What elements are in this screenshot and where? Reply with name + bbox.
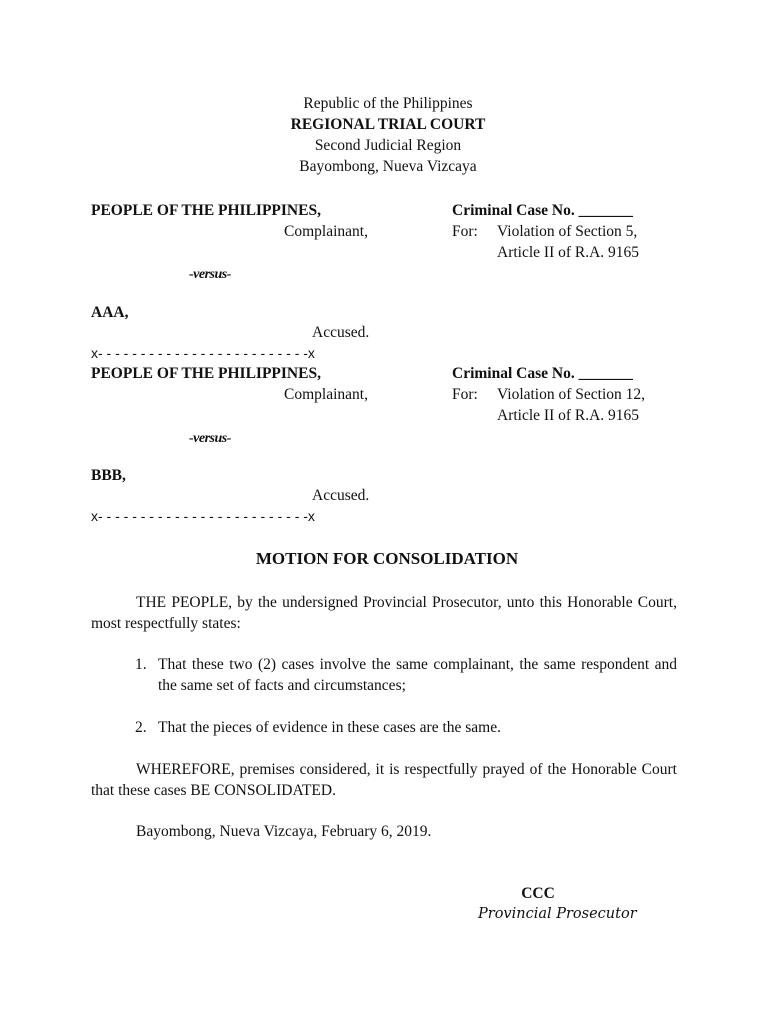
case2-versus: -versus-	[189, 431, 231, 446]
case1-charge-line1: Violation of Section 5,	[497, 223, 638, 240]
header-region: Second Judicial Region	[314, 137, 462, 154]
case1-for-label: For:	[452, 223, 478, 240]
motion-title: MOTION FOR CONSOLIDATION	[255, 549, 519, 568]
list-item	[135, 717, 677, 738]
case2-plaintiff: PEOPLE OF THE PHILIPPINES,	[91, 365, 321, 382]
signatory-title: Provincial Prosecutor	[478, 906, 637, 922]
case1-plaintiff-role: Complainant,	[284, 223, 368, 240]
prayer-paragraph: WHEREFORE, premises considered, it is respectfully prayed of the Honorable Court that these cases BE CONSOLIDATED.	[91, 761, 677, 799]
case1-accused-role: Accused.	[312, 324, 370, 341]
list-item-number: 1.	[135, 656, 147, 673]
case2-accused-role: Accused.	[312, 487, 370, 504]
header-republic: Republic of the Philippines	[303, 95, 473, 112]
signatory-name: CCC	[521, 885, 555, 902]
header-court: REGIONAL TRIAL COURT	[290, 116, 486, 133]
case1-charge-line2: Article II of R.A. 9165	[497, 244, 640, 261]
list-item-text: That the pieces of evidence in these cases are the same.	[158, 719, 501, 736]
case2-divider: x- - - - - - - - - - - - - - - - - - - - - - - - -x	[91, 508, 315, 524]
case1-case-no: Criminal Case No. _______	[452, 202, 633, 219]
court-header	[0, 93, 768, 177]
case2-plaintiff-role: Complainant,	[284, 386, 368, 403]
case1-plaintiff: PEOPLE OF THE PHILIPPINES,	[91, 202, 321, 219]
case2-accused: BBB,	[91, 467, 126, 484]
date-line: Bayombong, Nueva Vizcaya, February 6, 2019.	[136, 823, 432, 840]
header-location: Bayombong, Nueva Vizcaya	[299, 158, 477, 175]
case2-for-label: For:	[452, 386, 478, 403]
list-item-number: 2.	[135, 719, 147, 736]
case2-case-no: Criminal Case No. _______	[452, 365, 633, 382]
case1-accused: AAA,	[91, 304, 129, 321]
case2-charge-line1: Violation of Section 12,	[497, 386, 646, 403]
intro-paragraph: THE PEOPLE, by the undersigned Provincial Prosecutor, unto this Honorable Court, most respectfully states:	[91, 594, 677, 632]
list-item	[135, 654, 677, 696]
case1-versus: -versus-	[189, 267, 231, 282]
list-item-text: That these two (2) cases involve the same complainant, the same respondent and the same set of facts and circumstances;	[158, 656, 677, 694]
case1-divider: x- - - - - - - - - - - - - - - - - - - - - - - - -x	[91, 345, 315, 361]
case2-charge-line2: Article II of R.A. 9165	[497, 407, 640, 424]
